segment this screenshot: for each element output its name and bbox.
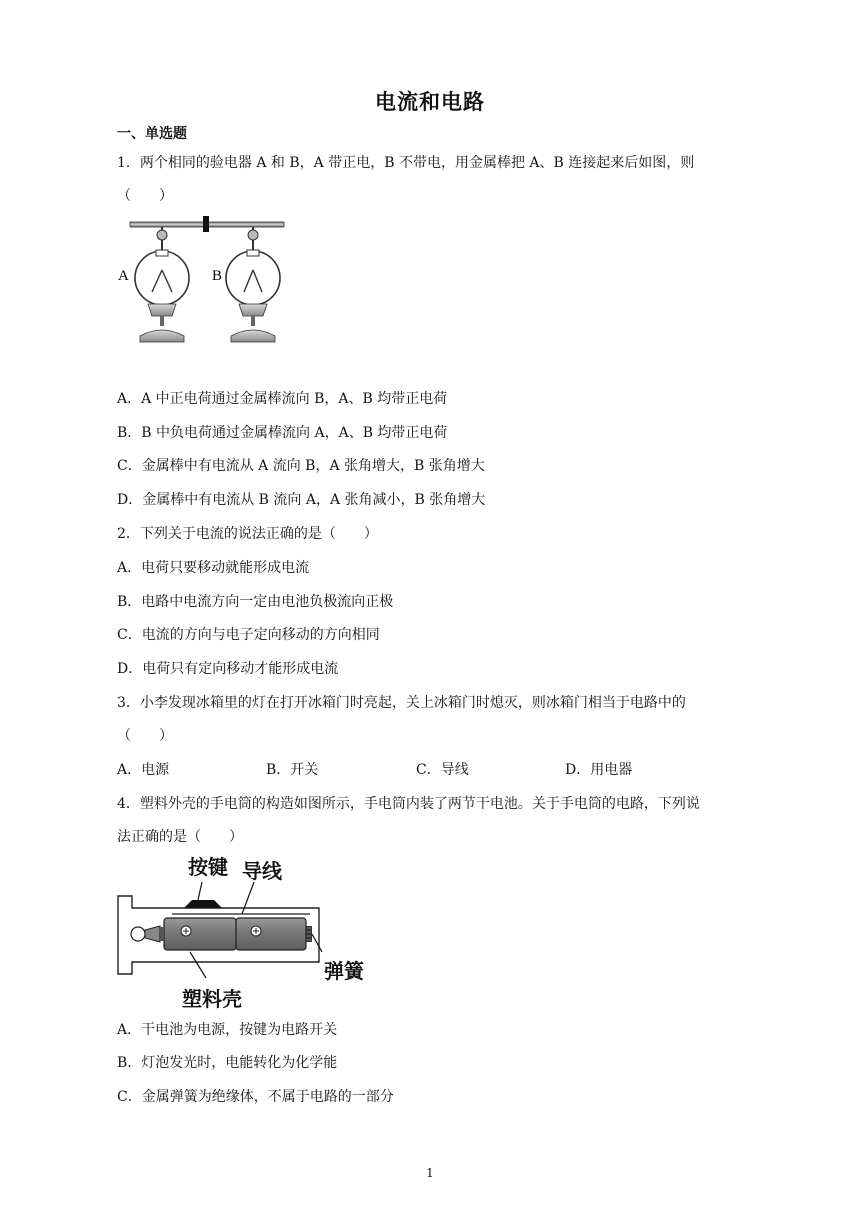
q3-option-d: D．用电器 — [565, 762, 633, 778]
q3-option-a: A．电源 — [117, 762, 170, 778]
q4-option-b: B．灯泡发光时，电能转化为化学能 — [117, 1055, 338, 1071]
q3-stem: 3．小李发现冰箱里的灯在打开冰箱门时亮起，关上冰箱门时熄灭，则冰箱门相当于电路中的 — [117, 695, 686, 711]
q3-option-c: C．导线 — [416, 762, 469, 778]
q3-option-b: B．开关 — [266, 762, 319, 778]
q1-stem: 1．两个相同的验电器 A 和 B，A 带正电，B 不带电，用金属棒把 A、B 连接起来后如图，则 — [117, 155, 695, 171]
q4-option-a: A．干电池为电源，按键为电路开关 — [117, 1022, 338, 1038]
q4-stem-line2: 法正确的是（ ） — [117, 829, 243, 845]
label-wire: 导线 — [242, 859, 282, 883]
q2-stem: 2．下列关于电流的说法正确的是（ ） — [117, 526, 378, 542]
page-number: 1 — [426, 1166, 434, 1180]
q1-option-b: B．B 中负电荷通过金属棒流向 A，A、B 均带正电荷 — [117, 425, 448, 441]
label-button: 按键 — [188, 855, 228, 879]
q1-option-a: A．A 中正电荷通过金属棒流向 B，A、B 均带正电荷 — [117, 391, 448, 407]
q2-option-a: A．电荷只要移动就能形成电流 — [117, 560, 310, 576]
q2-option-c: C．电流的方向与电子定向移动的方向相同 — [117, 627, 380, 643]
electroscope-a — [118, 227, 189, 342]
q3-stem-paren: （ ） — [117, 728, 173, 744]
bulb-icon — [131, 927, 145, 941]
q2-option-d: D．电荷只有定向移动才能形成电流 — [117, 661, 339, 677]
metal-rod — [130, 216, 284, 232]
q1-stem-paren: （ ） — [117, 188, 173, 204]
batteries — [160, 918, 312, 950]
electroscope-b — [212, 227, 280, 342]
label-spring: 弹簧 — [324, 959, 364, 983]
label-shell: 塑料壳 — [182, 987, 242, 1011]
page-title: 电流和电路 — [375, 90, 485, 114]
q2-option-b: B．电路中电流方向一定由电池负极流向正极 — [117, 594, 394, 610]
q4-option-c: C．金属弹簧为绝缘体，不属于电路的一部分 — [117, 1089, 394, 1105]
flashlight-figure — [114, 852, 376, 1012]
section-heading: 一、单选题 — [117, 126, 187, 142]
label-b: B — [212, 268, 223, 284]
q1-option-d: D．金属棒中有电流从 B 流向 A，A 张角减小，B 张角增大 — [117, 492, 486, 508]
spring-icon — [306, 926, 312, 942]
q4-stem: 4．塑料外壳的手电筒的构造如图所示，手电筒内装了两节干电池。关于手电筒的电路，下列说 — [117, 796, 700, 812]
electroscope-figure — [116, 212, 288, 348]
q1-option-c: C．金属棒中有电流从 A 流向 B，A 张角增大，B 张角增大 — [117, 458, 485, 474]
label-a: A — [118, 268, 129, 284]
